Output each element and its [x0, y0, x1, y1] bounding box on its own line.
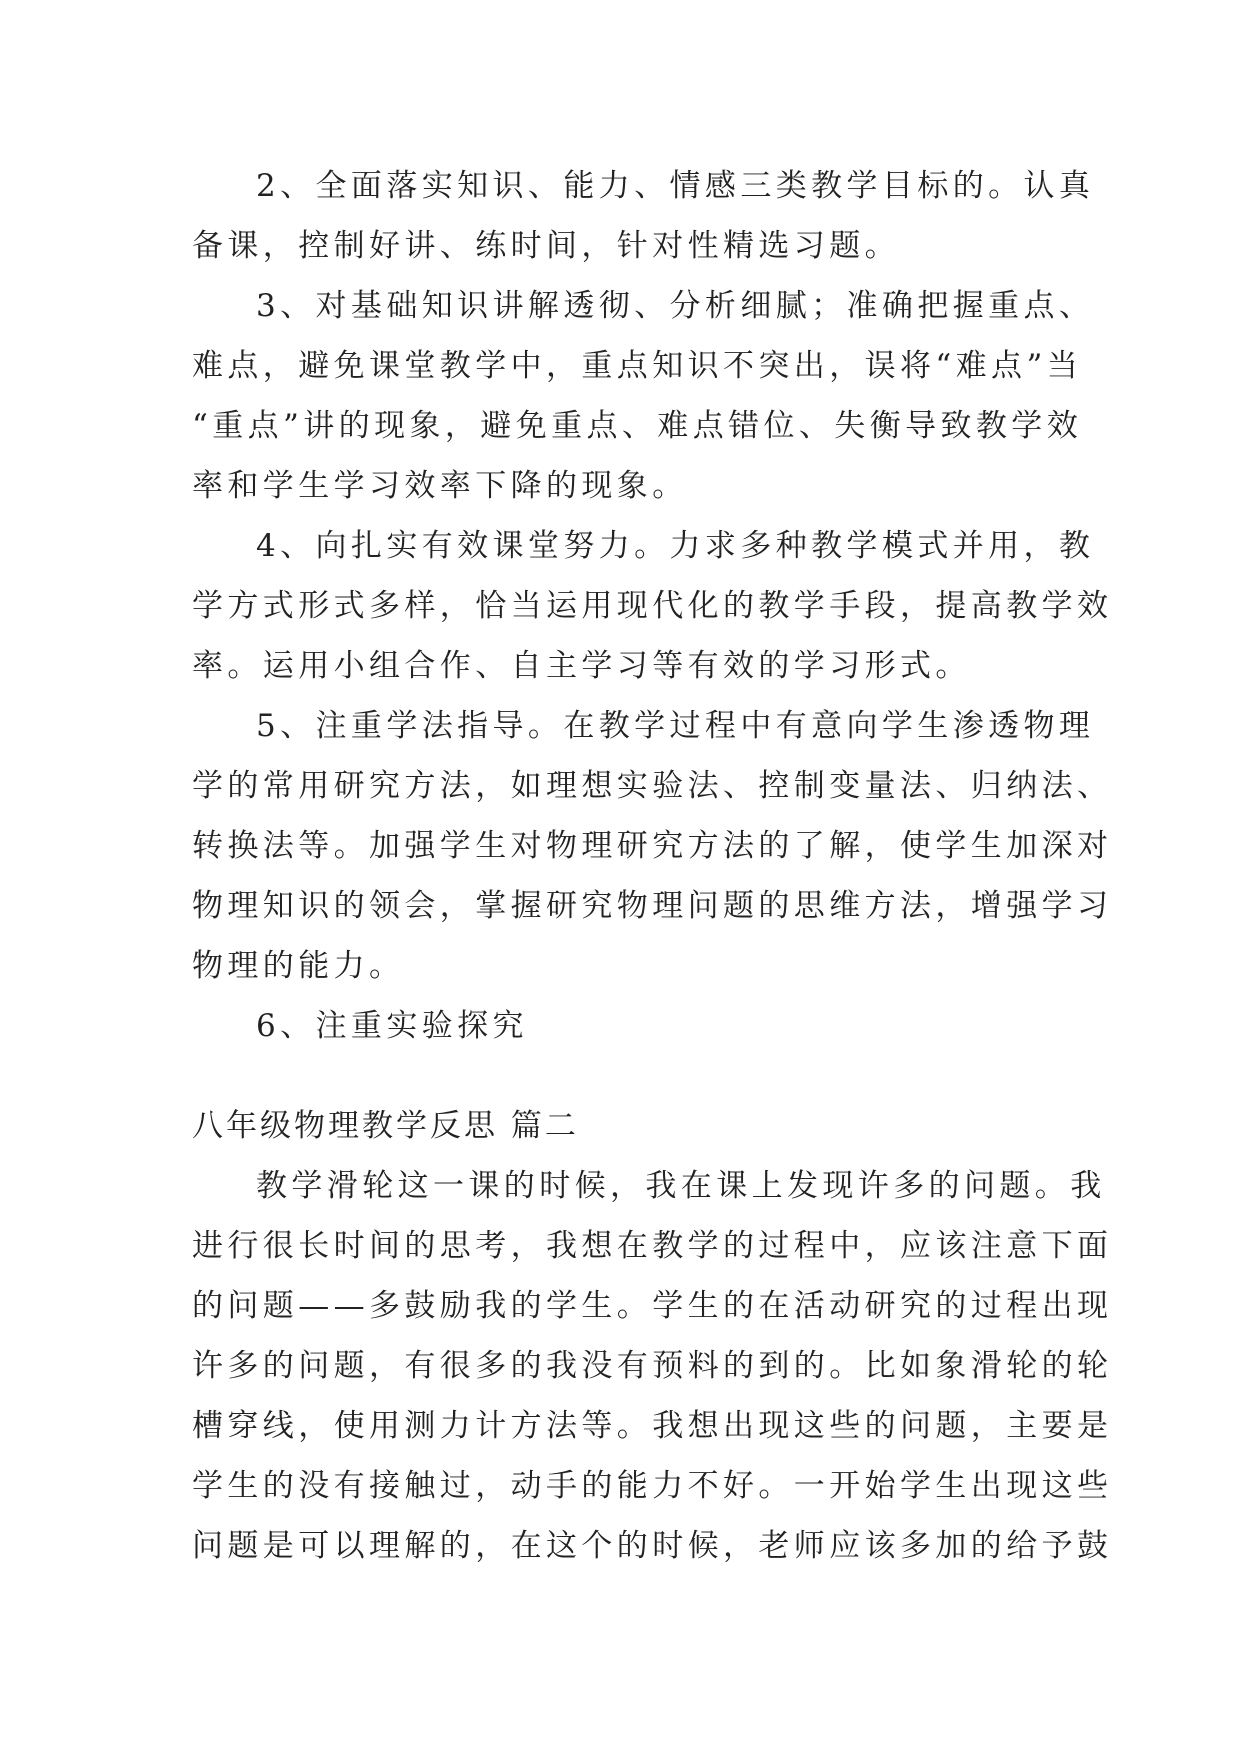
section-title: 八年级物理教学反思 篇二: [192, 1108, 579, 1144]
paragraph-2-line-1: 2、全面落实知识、能力、情感三类教学目标的。认真: [256, 168, 1095, 204]
paragraph-6-line-1: 6、注重实验探究: [256, 1008, 528, 1044]
paragraph-3-line-4: 率和学生学习效率下降的现象。: [192, 468, 688, 504]
paragraph-4-line-1: 4、向扎实有效课堂努力。力求多种教学模式并用，教: [256, 528, 1095, 564]
section-paragraph-line-6: 学生的没有接触过，动手的能力不好。一开始学生出现这些: [192, 1468, 1113, 1504]
paragraph-3-line-2: 难点，避免课堂教学中，重点知识不突出，误将“难点”当: [192, 348, 1083, 384]
paragraph-5-line-1: 5、注重学法指导。在教学过程中有意向学生渗透物理: [256, 708, 1095, 744]
section-paragraph-line-2: 进行很长时间的思考，我想在教学的过程中，应该注意下面: [192, 1228, 1113, 1264]
paragraph-5-line-5: 物理的能力。: [192, 948, 405, 984]
paragraph-4-line-2: 学方式形式多样，恰当运用现代化的教学手段，提高教学效: [192, 588, 1113, 624]
paragraph-5-line-4: 物理知识的领会，掌握研究物理问题的思维方法，增强学习: [192, 888, 1113, 924]
paragraph-3-line-3: “重点”讲的现象，避免重点、难点错位、失衡导致教学效: [192, 408, 1083, 444]
section-paragraph-line-5: 槽穿线，使用测力计方法等。我想出现这些的问题，主要是: [192, 1408, 1113, 1444]
paragraph-4-line-3: 率。运用小组合作、自主学习等有效的学习形式。: [192, 648, 971, 684]
paragraph-5-line-3: 转换法等。加强学生对物理研究方法的了解，使学生加深对: [192, 828, 1113, 864]
paragraph-3-line-1: 3、对基础知识讲解透彻、分析细腻；准确把握重点、: [256, 288, 1095, 324]
paragraph-2-line-2: 备课，控制好讲、练时间，针对性精选习题。: [192, 228, 900, 264]
paragraph-5-line-2: 学的常用研究方法，如理想实验法、控制变量法、归纳法、: [192, 768, 1113, 804]
section-paragraph-line-1: 教学滑轮这一课的时候，我在课上发现许多的问题。我: [256, 1168, 1106, 1204]
section-paragraph-line-4: 许多的问题，有很多的我没有预料的到的。比如象滑轮的轮: [192, 1348, 1113, 1384]
section-paragraph-line-7: 问题是可以理解的，在这个的时候，老师应该多加的给予鼓: [192, 1528, 1113, 1564]
section-paragraph-line-3: 的问题——多鼓励我的学生。学生的在活动研究的过程出现: [192, 1288, 1113, 1324]
